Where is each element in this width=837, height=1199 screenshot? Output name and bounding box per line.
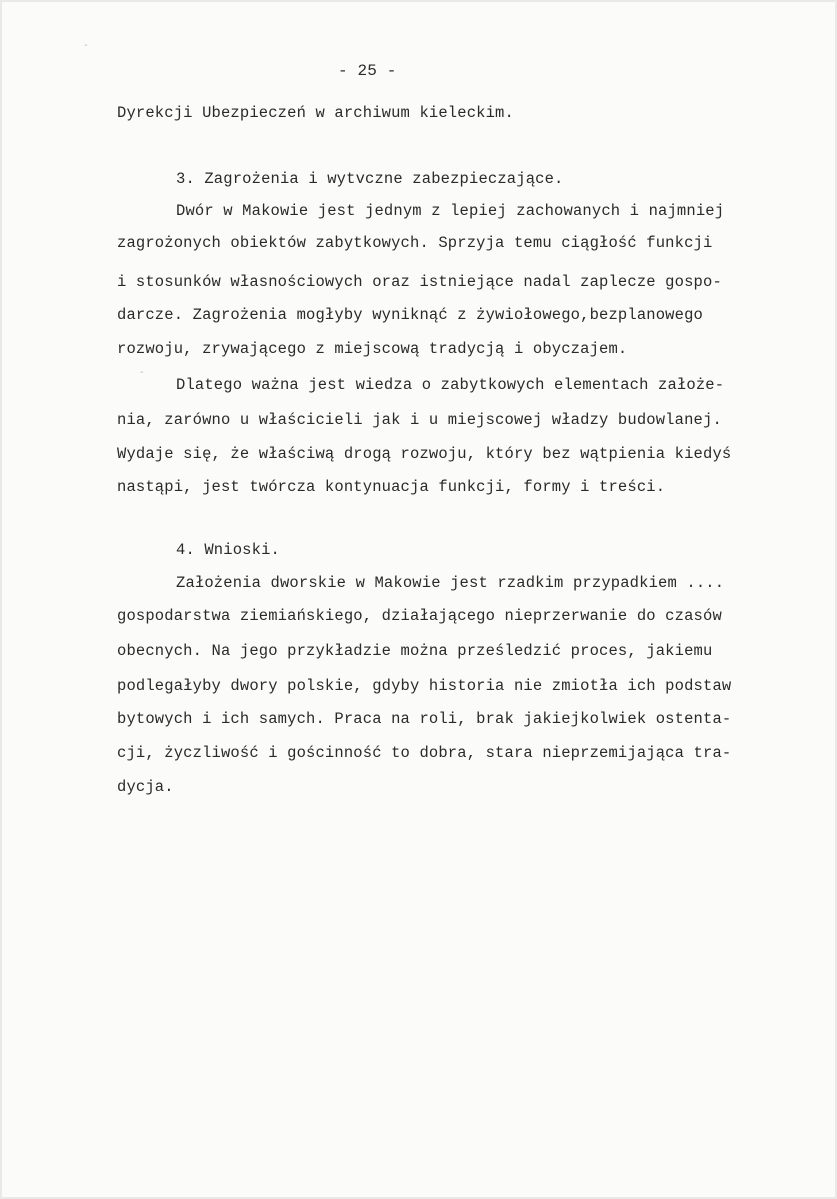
text-line-7: rozwoju, zrywającego z miejscową tradycją i obyczajem. <box>117 340 628 358</box>
text-line-17: bytowych i ich samych. Praca na roli, brak jakiejkolwiek ostenta- <box>117 710 732 728</box>
text-line-10: Wydaje się, że właściwą drogą rozwoju, który bez wątpienia kiedyś <box>117 445 732 463</box>
scan-speck: - <box>84 40 88 51</box>
text-line-14: gospodarstwa ziemiańskiego, działającego nieprzerwanie do czasów <box>117 607 722 625</box>
text-line-3: Dwór w Makowie jest jednym z lepiej zachowanych i najmniej <box>176 202 725 220</box>
text-line-8: Dlatego ważna jest wiedza o zabytkowych elementach założe- <box>176 376 725 394</box>
section-heading-3: 3. Zagrożenia i wytvczne zabezpieczające. <box>176 170 564 188</box>
text-line-15: obecnych. Na jego przykładzie można prześledzić proces, jakiemu <box>117 642 713 660</box>
text-line-6: darcze. Zagrożenia mogłyby wyniknąć z żywiołowego,bezplanowego <box>117 306 703 324</box>
text-line-16: podlegałyby dwory polskie, gdyby historia nie zmiotła ich podstaw <box>117 677 732 695</box>
text-line-9: nia, zarówno u właścicieli jak i u miejscowej władzy budowlanej. <box>117 411 722 429</box>
text-line-19: dycja. <box>117 778 174 796</box>
text-line-18: cji, życzliwość i gościnność to dobra, stara nieprzemijająca tra- <box>117 744 732 762</box>
scan-speck: - <box>140 367 144 378</box>
text-line-1: Dyrekcji Ubezpieczeń w archiwum kieleckim. <box>117 104 514 122</box>
text-line-13: Założenia dworskie w Makowie jest rzadkim przypadkiem .... <box>176 574 725 592</box>
page-number: - 25 - <box>338 62 397 80</box>
text-line-4: zagrożonych obiektów zabytkowych. Sprzyja temu ciągłość funkcji <box>117 234 713 252</box>
section-heading-4: 4. Wnioski. <box>176 541 280 559</box>
text-line-11: nastąpi, jest twórcza kontynuacja funkcji, formy i treści. <box>117 478 666 496</box>
text-line-5: i stosunków własnościowych oraz istniejące nadal zaplecze gospo- <box>117 273 722 291</box>
